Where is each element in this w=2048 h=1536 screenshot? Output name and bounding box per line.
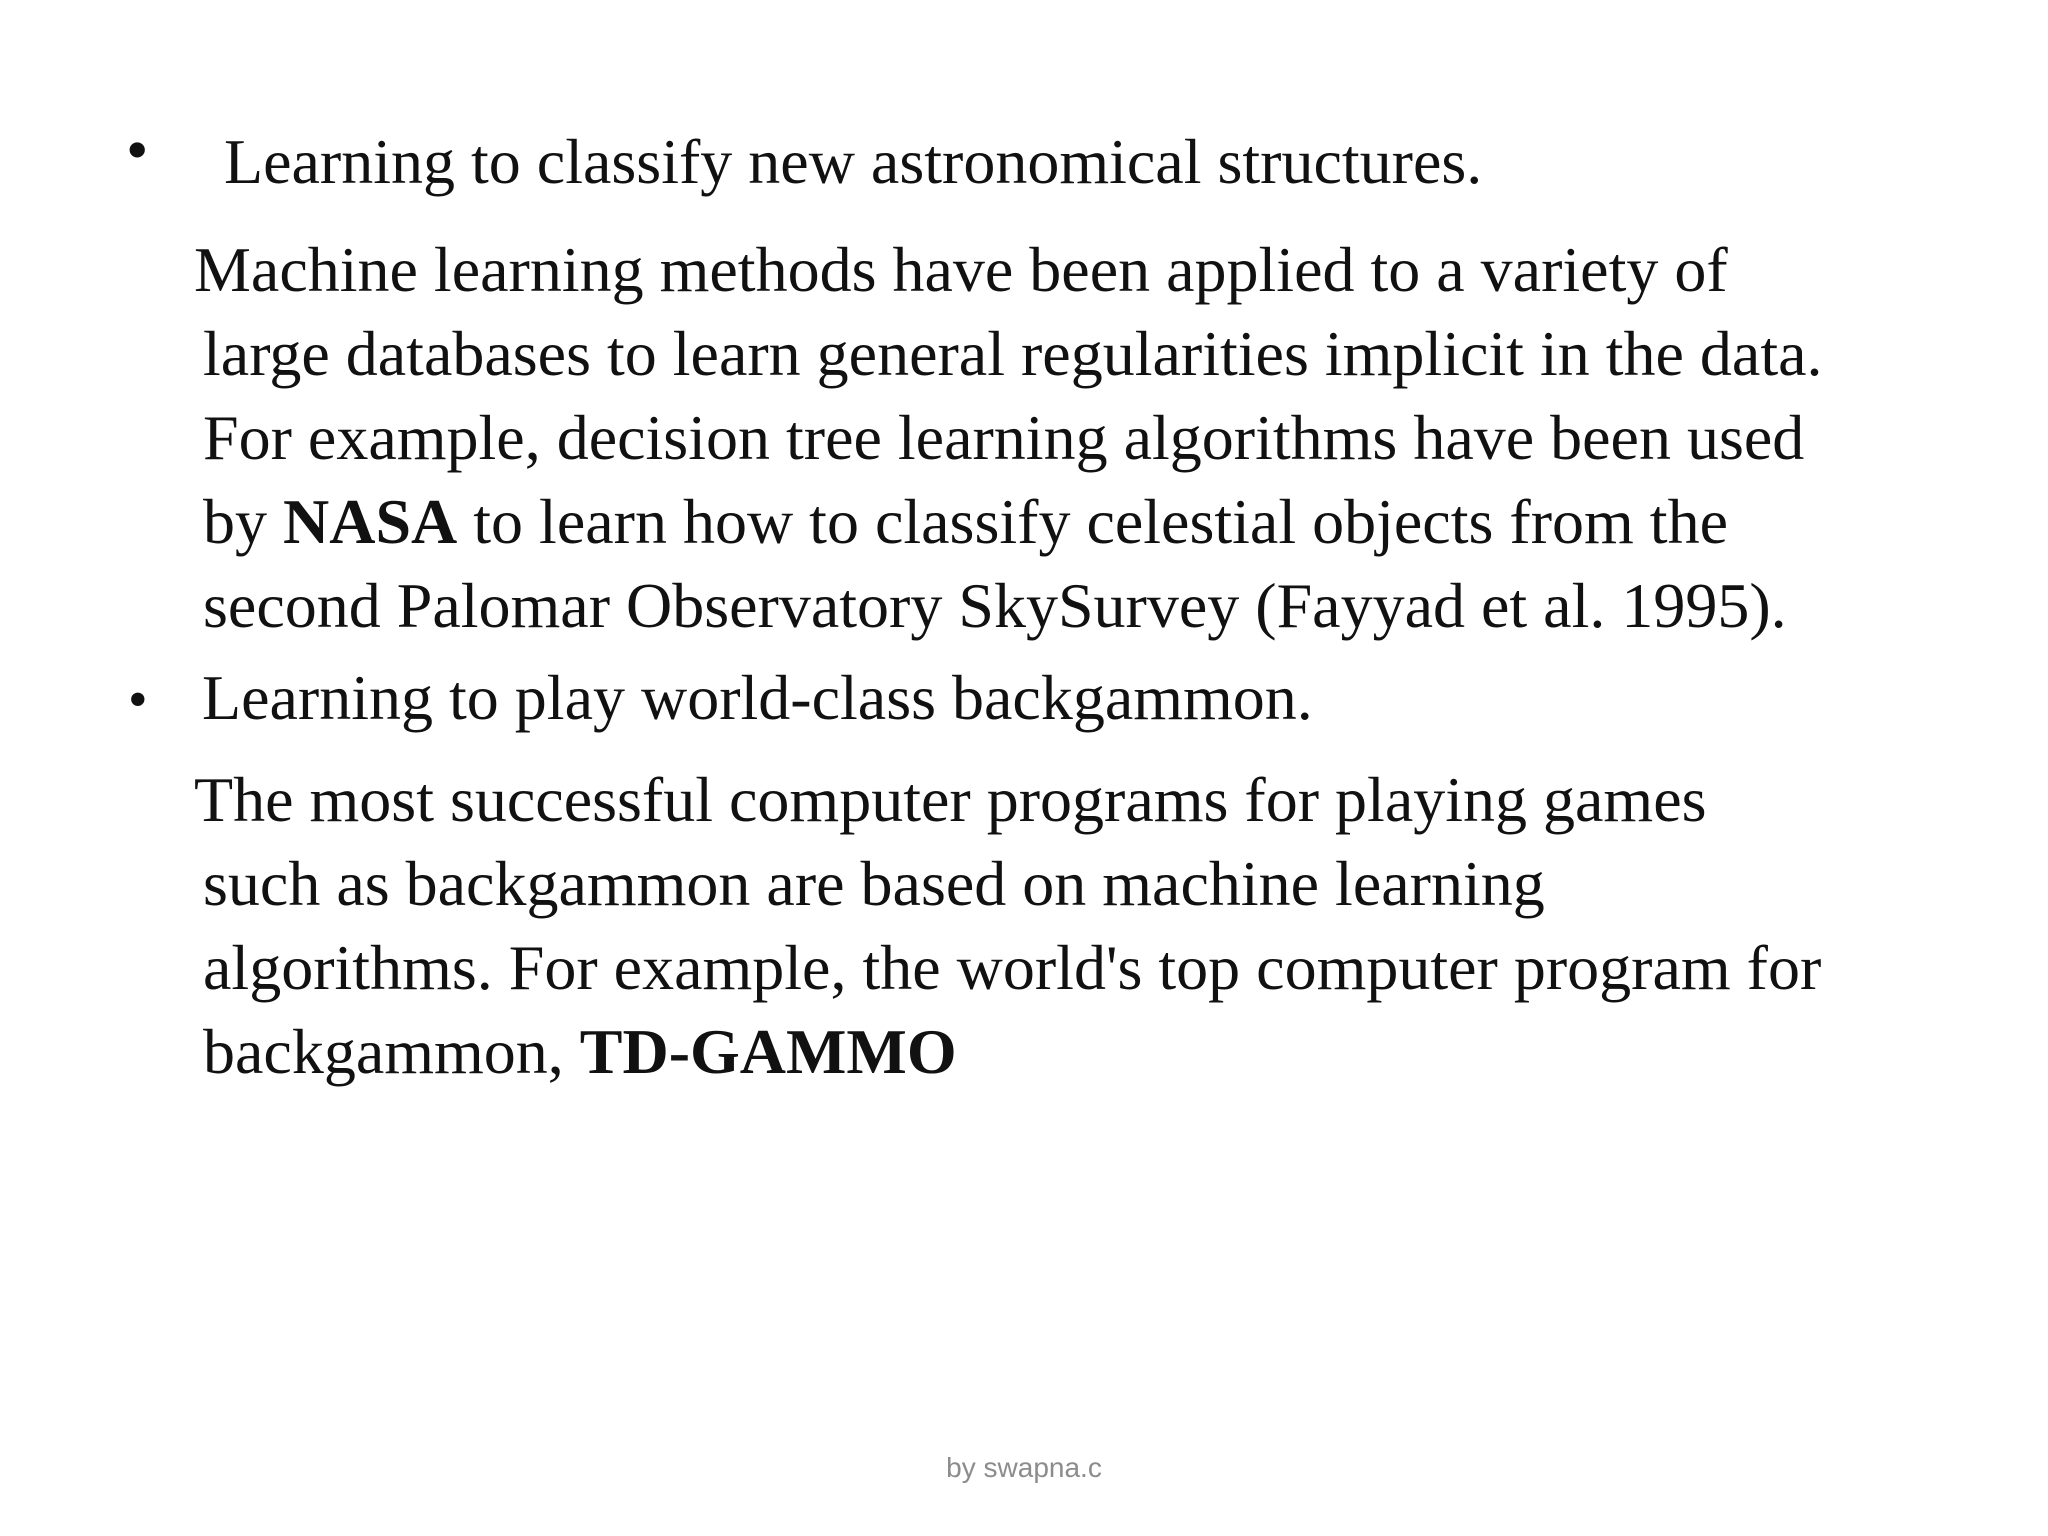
paragraph-text: to learn how to classify celestial objects from the: [457, 486, 1728, 557]
paragraph-line: Machine learning methods have been applied to a variety of: [194, 234, 1728, 305]
footer-credit: by swapna.c: [946, 1452, 1102, 1483]
nasa-emphasis: NASA: [283, 486, 458, 557]
paragraph-line: The most successful computer programs for playing games: [194, 764, 1707, 835]
bullet-point: •: [126, 114, 149, 185]
paragraph-line: [194, 1010, 1821, 1094]
paragraph-astronomy: [194, 228, 1823, 648]
paragraph-text: backgammon,: [203, 1016, 580, 1087]
paragraph-line: For example, decision tree learning algorithms have been used: [203, 402, 1805, 473]
bullet-point: •: [128, 669, 148, 731]
td-gammo-emphasis: TD-GAMMO: [579, 1016, 957, 1087]
paragraph-line: large databases to learn general regularities implicit in the data.: [203, 318, 1823, 389]
paragraph-line: algorithms. For example, the world's top computer program for: [203, 932, 1822, 1003]
paragraph-line: second Palomar Observatory SkySurvey (Fayyad et al. 1995).: [203, 570, 1787, 641]
paragraph-backgammon: [194, 758, 1821, 1094]
paragraph-line: such as backgammon are based on machine learning: [203, 848, 1545, 919]
paragraph-line: [194, 480, 1823, 564]
section-heading-backgammon: Learning to play world-class backgammon.: [202, 662, 1313, 733]
section-heading-astronomy: Learning to classify new astronomical structures.: [224, 126, 1483, 197]
paragraph-text: by: [203, 486, 283, 557]
